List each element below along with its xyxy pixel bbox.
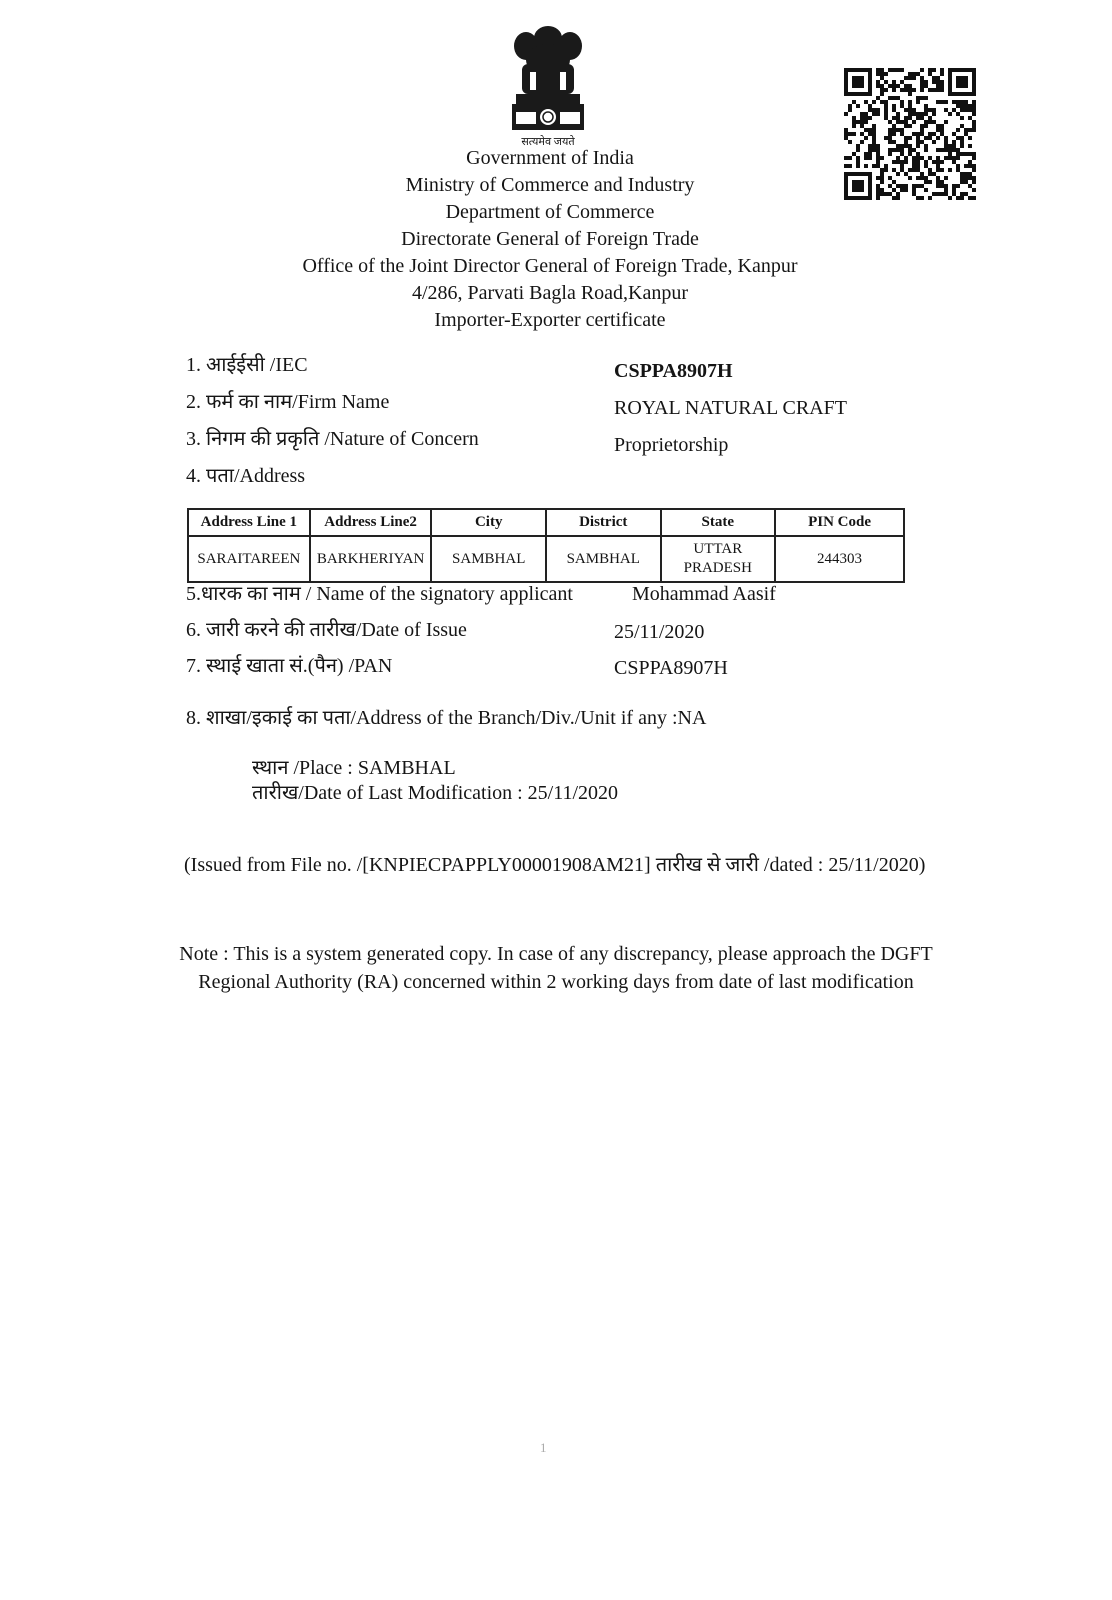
column-header-address-line-1: Address Line 1 <box>188 509 310 536</box>
firm-name-value: ROYAL NATURAL CRAFT <box>614 397 847 419</box>
header-government: Government of India <box>466 147 634 169</box>
signatory-label: 5.धारक का नाम / Name of the signatory applicant <box>186 583 573 605</box>
cell-address-line-2: BARKHERIYAN <box>310 536 432 582</box>
emblem-motto: सत्यमेव जयते <box>521 136 575 148</box>
nature-of-concern-value: Proprietorship <box>614 434 729 456</box>
place-line: स्थान /Place : SAMBHAL <box>252 757 456 779</box>
iec-value: CSPPA8907H <box>614 360 733 382</box>
column-header-district: District <box>546 509 661 536</box>
date-of-issue-value: 25/11/2020 <box>614 621 705 643</box>
header-directorate: Directorate General of Foreign Trade <box>401 228 699 250</box>
signatory-value: Mohammad Aasif <box>632 583 776 605</box>
cell-pin-code: 244303 <box>775 536 904 582</box>
date-of-issue-label: 6. जारी करने की तारीख/Date of Issue <box>186 619 467 641</box>
note-line-2: Regional Authority (RA) concerned within 2 working days from date of last modification <box>198 971 914 993</box>
pan-label: 7. स्थाई खाता सं.(पैन) /PAN <box>186 655 393 677</box>
column-header-city: City <box>431 509 546 536</box>
column-header-pin-code: PIN Code <box>775 509 904 536</box>
iec-label: 1. आईईसी /IEC <box>186 354 308 376</box>
note-line-1: Note : This is a system generated copy. In case of any discrepancy, please approach the DGFT <box>179 943 933 965</box>
nature-of-concern-label: 3. निगम की प्रकृति /Nature of Concern <box>186 428 479 450</box>
address-table <box>187 508 905 583</box>
header-department: Department of Commerce <box>445 201 655 223</box>
header-certificate-title: Importer-Exporter certificate <box>434 309 666 331</box>
file-reference: (Issued from File no. /[KNPIECPAPPLY00001908AM21] तारीख से जारी /dated : 25/11/2020) <box>184 854 926 876</box>
column-header-address-line-2: Address Line2 <box>310 509 432 536</box>
header-office-address: 4/286, Parvati Bagla Road,Kanpur <box>411 282 689 304</box>
cell-state: UTTAR PRADESH <box>661 536 776 582</box>
note <box>120 940 992 996</box>
branch-address-label: 8. शाखा/इकाई का पता/Address of the Branch/Div./Unit if any :NA <box>186 707 707 729</box>
cell-city: SAMBHAL <box>431 536 546 582</box>
column-header-state: State <box>661 509 776 536</box>
cell-address-line-1: SARAITAREEN <box>188 536 310 582</box>
header-ministry: Ministry of Commerce and Industry <box>405 174 695 196</box>
page-number: 1 <box>540 1440 547 1455</box>
pan-value: CSPPA8907H <box>614 657 728 679</box>
cell-district: SAMBHAL <box>546 536 661 582</box>
table-row <box>188 536 904 582</box>
address-label: 4. पता/Address <box>186 465 306 487</box>
national-emblem-icon <box>500 20 596 144</box>
address-table-header-row <box>188 509 904 536</box>
firm-name-label: 2. फर्म का नाम/Firm Name <box>186 391 390 413</box>
header-office: Office of the Joint Director General of Foreign Trade, Kanpur <box>302 255 798 277</box>
last-modification-line: तारीख/Date of Last Modification : 25/11/2020 <box>252 782 619 804</box>
